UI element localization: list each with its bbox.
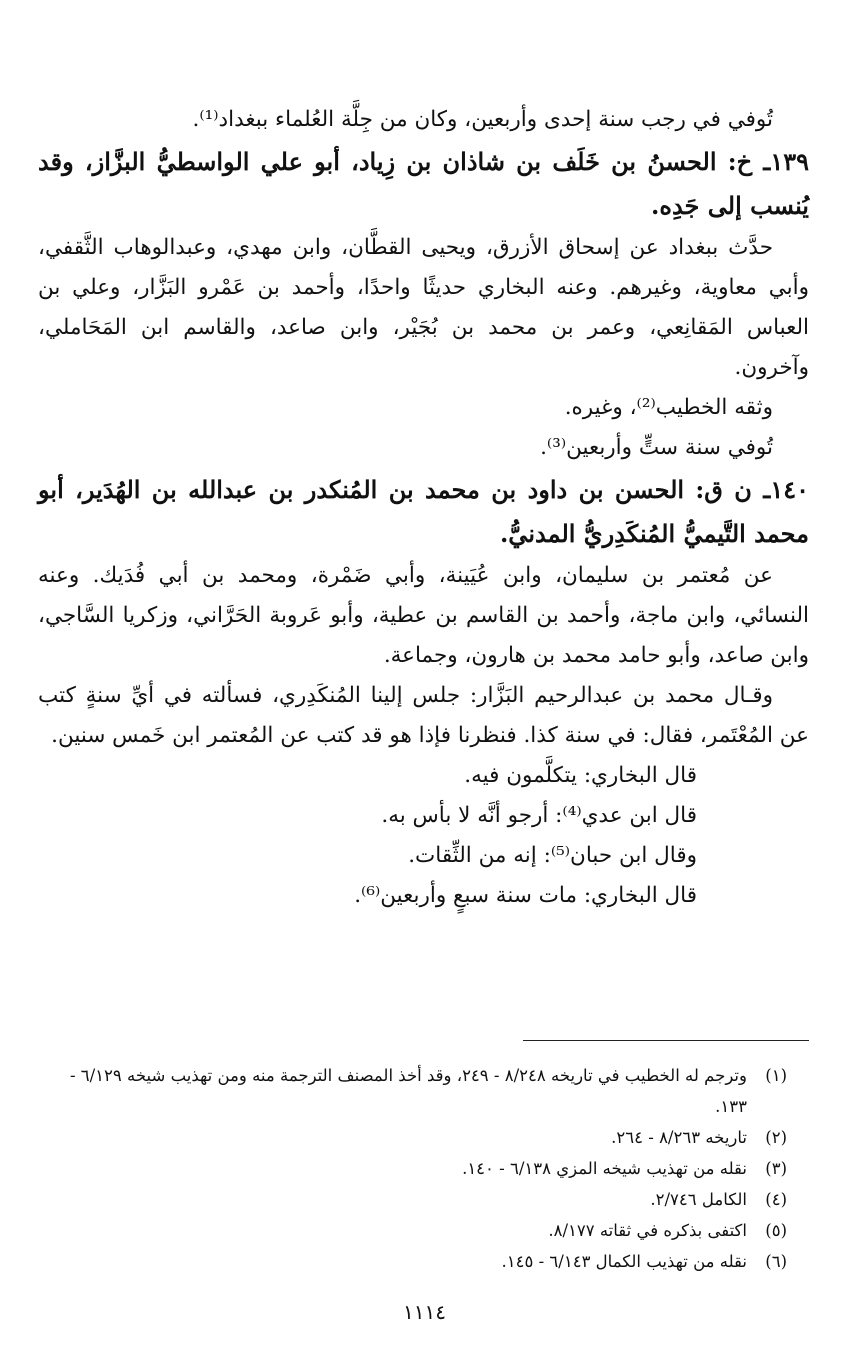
footnote-5: [38, 1215, 787, 1246]
footnote-number: (٥): [765, 1221, 787, 1240]
footnote-number: (٦): [765, 1252, 787, 1271]
main-text: [38, 100, 809, 916]
footnote-text: وترجم له الخطيب في تاريخه ٨/٢٤٨ - ٢٤٩، وقد أخذ المصنف الترجمة منه ومن تهذيب شيخه ٦/١٢٩ - ١٣٣.: [69, 1066, 747, 1116]
paragraph-narrators: حدَّث ببغداد عن إسحاق الأزرق، ويحيى القطَّان، وابن مهدي، وعبدالوهاب الثَّقفي، وأبي معاوية، وغيرهم. وعنه البخاري حديثًا واحدًا، وأحمد بن عَمْرو البَزَّار، وعلي بن العباس المَقانِعي، وعمر بن محمد بن بُجَيْر، وابن صاعد، والقاسم ابن المَحَاملي، وآخرون.: [38, 235, 809, 380]
quote-bukhari-1: قال البخاري: يتكلَّمون فيه.: [464, 763, 697, 788]
footnote-text: نقله من تهذيب شيخه المزي ٦/١٣٨ - ١٤٠.: [462, 1159, 747, 1178]
footnote-number: (١): [765, 1066, 787, 1085]
footnote-4: [38, 1184, 787, 1215]
paragraph-anecdote: وقـال محمد بن عبدالرحيم البَزَّار: جلس إلينا المُنكَدِري، فسألته في أيِّ سنةٍ كتب عن المُعْتَمر، فقال: في سنة كذا. فنظرنا فإذا هو قد كتب عن المُعتمر ابن خَمس سنين.: [38, 683, 809, 748]
footnote-6: [38, 1246, 787, 1277]
quote-ibn-adi: قال ابن عدي⁽⁴⁾: أرجو أنَّه لا بأس به.: [381, 803, 697, 828]
paragraph-narrators-140: عن مُعتمر بن سليمان، وابن عُيَينة، وأبي ضَمْرة، ومحمد بن أبي فُدَيك. وعنه النسائي، وابن ماجة، وأحمد بن القاسم بن عطية، وأبو عَروبة الحَرَّاني، وزكريا السَّاجي، وابن صاعد، وأبو حامد محمد بن هارون، وجماعة.: [38, 563, 809, 668]
paragraph-death-note: تُوفي في رجب سنة إحدى وأربعين، وكان من جِلَّة العُلماء ببغداد⁽¹⁾.: [192, 107, 773, 132]
footnote-1: [38, 1060, 787, 1122]
entry-140-heading: ١٤٠ـ ن ق: الحسن بن داود بن محمد بن المُنكدر بن عبدالله بن الهُدَير، أبو محمد التَّيميُّ المُنكَدِريُّ المدنيُّ.: [38, 475, 809, 548]
entry-139-heading: ١٣٩ـ خ: الحسنُ بن خَلَف بن شاذان بن زِياد، أبو علي الواسطيُّ البزَّاز، وقد يُنسب إلى جَدِه.: [38, 147, 809, 220]
paragraph-trust: وثقه الخطيب⁽²⁾، وغيره.: [564, 395, 773, 420]
footnote-number: (٤): [765, 1190, 787, 1209]
footnote-number: (٢): [765, 1128, 787, 1147]
footnote-2: [38, 1122, 787, 1153]
footnote-divider: [523, 1040, 809, 1041]
footnote-text: الكامل ٢/٧٤٦.: [650, 1190, 747, 1209]
footnote-number: (٣): [765, 1159, 787, 1178]
quote-ibn-hibban: وقال ابن حبان⁽⁵⁾: إنه من الثِّقات.: [408, 843, 697, 868]
footnote-text: نقله من تهذيب الكمال ٦/١٤٣ - ١٤٥.: [501, 1252, 747, 1271]
quote-bukhari-2: قال البخاري: مات سنة سبعٍ وأربعين⁽⁶⁾.: [354, 883, 697, 908]
footnotes: [38, 1060, 787, 1277]
footnote-text: تاريخه ٨/٢٦٣ - ٢٦٤.: [611, 1128, 747, 1147]
page-number: ١١١٤: [403, 1300, 446, 1324]
paragraph-death-139: تُوفي سنة ستٍّ وأربعين⁽³⁾.: [540, 435, 773, 460]
footnote-3: [38, 1153, 787, 1184]
footnote-text: اكتفى بذكره في ثقاته ٨/١٧٧.: [548, 1221, 747, 1240]
